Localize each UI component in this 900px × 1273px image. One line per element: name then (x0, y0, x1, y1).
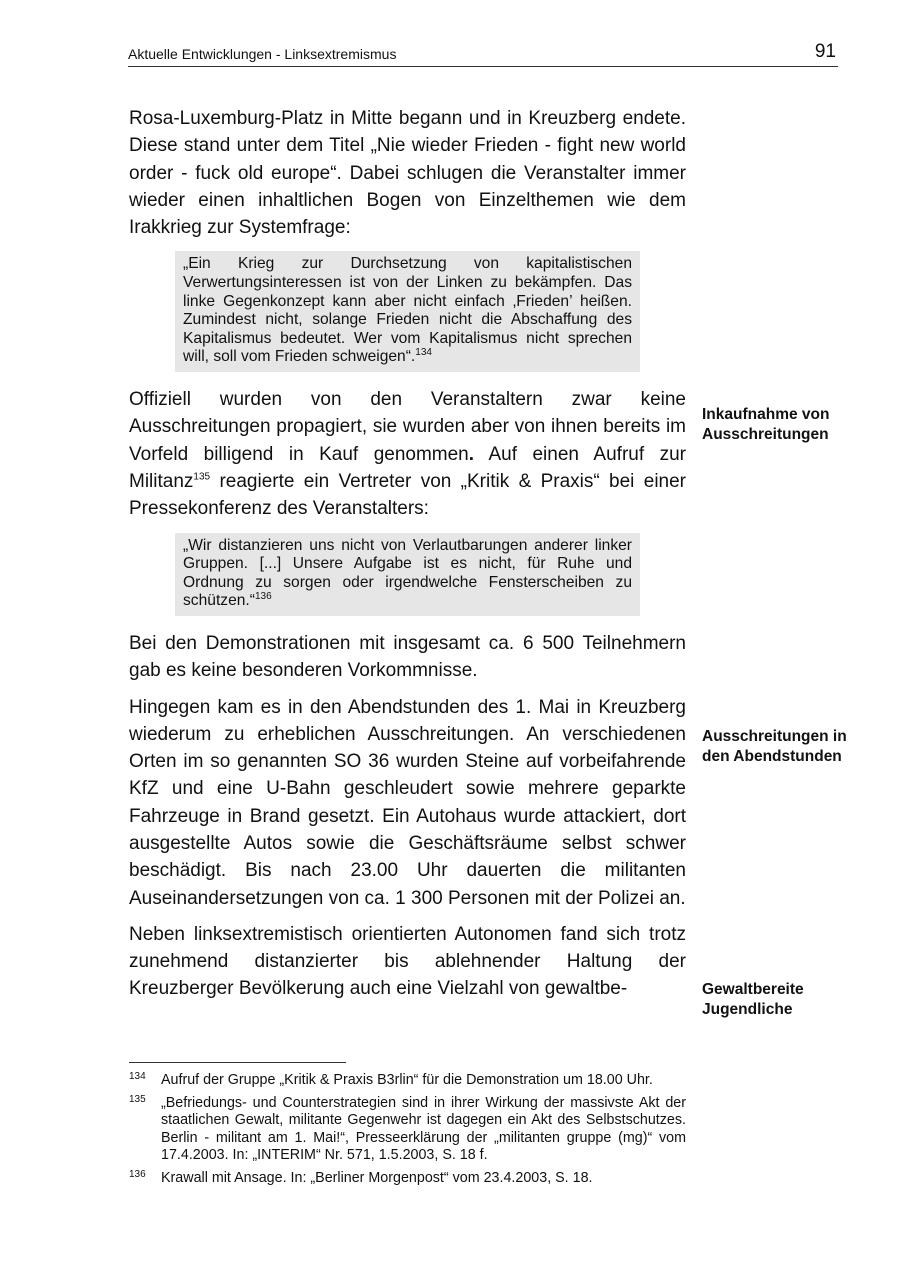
block-quote-2 (175, 533, 640, 616)
block-quote-1-text: „Ein Krieg zur Durchsetzung von kapitalistischen Verwertungsinteressen ist von der Linken zu bekämpfen. Das linke Gegenkonzept kann aber nicht einfach ‚Frieden’ heißen. Zumindest nicht, solange Frieden nicht die Abschaffung des Kapitalismus bedeutet. Wer vom Kapitalismus nicht sprechen will, soll vom Frieden schweigen“. (183, 255, 632, 366)
footnotes (129, 1072, 686, 1192)
footnote-136 (129, 1170, 686, 1188)
footnote-number: 135 (129, 1093, 146, 1105)
footnote-text: Aufruf der Gruppe „Kritik & Praxis B3rlin“ für die Demonstration um 18.00 Uhr. (161, 1072, 653, 1088)
footnote-ref-136[interactable]: 136 (254, 591, 272, 603)
paragraph-2-bold-period: . (468, 443, 475, 465)
footnote-ref-134[interactable]: 134 (415, 347, 432, 359)
page-number: 91 (814, 41, 836, 62)
paragraph-2-part-a: Offiziell wurden von den Veranstaltern zwar keine Ausschreitungen propagiert, sie wurden aber von ihnen bereits im Vorfeld billigend in Kauf genommen (129, 389, 686, 465)
paragraph-4: Hingegen kam es in den Abendstunden des 1. Mai in Kreuzberg wiederum zu erheblichen Ausschreitungen. An verschiedenen Orten im so genannten SO 36 wurden Steine auf vorbeifahrende KfZ und eine U-Bahn geschleudert sowie mehrere geparkte Fahrzeuge in Brand gesetzt. Ein Autohaus wurde attackiert, dort ausgestellte Autos sowie die Geschäftsräume selbst schwer beschädigt. Bis nach 23.00 Uhr dauerten die militanten Auseinandersetzungen von ca. 1 300 Personen mit der Polizei an. (129, 696, 686, 909)
running-header (128, 40, 838, 67)
margin-note-abendstunden: Ausschreitungen in den Abendstunden (702, 728, 847, 765)
footnote-separator (129, 1062, 346, 1063)
footnote-text: „Befriedungs- und Counterstrategien sind in ihrer Wirkung der massivste Akt der staatlichen Gewalt, militante Gegenwehr ist dagegen ein Akt des Selbstschutzes. Berlin - militant am 1. Mai!“, Presseerklärung der „militanten gruppe (mg)“ vom 17.4.2003. In: „INTERIM“ Nr. 571, 1.5.2003, S. 18 f. (161, 1094, 686, 1163)
paragraph-2-part-c: reagierte ein Vertreter von „Kritik & Praxis“ bei einer Pressekonferenz des Veranstalters: (129, 470, 686, 520)
paragraph-2 (129, 386, 686, 522)
margin-note-inkaufnahme: Inkaufnahme von Ausschreitungen (702, 406, 830, 443)
footnote-text: Krawall mit Ansage. In: „Berliner Morgenpost“ vom 23.4.2003, S. 18. (161, 1169, 593, 1186)
running-header-title: Aktuelle Entwicklungen - Linksextremismus (128, 46, 397, 62)
main-text (129, 105, 686, 1012)
block-quote-1 (175, 251, 640, 372)
footnote-number: 134 (129, 1071, 146, 1082)
footnote-number: 136 (129, 1168, 146, 1180)
paragraph-2-part-b: Auf einen Aufruf zur Militanz (129, 443, 686, 492)
paragraph-5: Neben linksextremistisch orientierten Autonomen fand sich trotz zunehmend distanzierter bis ablehnender Haltung der Kreuzberger Bevölkerung auch eine Vielzahl von gewaltbe- (129, 923, 686, 1000)
footnote-135 (129, 1095, 686, 1165)
paragraph-1: Rosa-Luxemburg-Platz in Mitte begann und in Kreuzberg endete. Diese stand unter dem Titel „Nie wieder Frieden - fight new world order - fuck old europe“. Dabei schlugen die Veranstalter immer wieder einen inhaltlichen Bogen von Einzelthemen wie dem Irakkrieg zur Systemfrage: (129, 108, 686, 239)
margin-note-jugendliche: Gewaltbereite Jugendliche (702, 981, 804, 1018)
footnote-134 (129, 1072, 686, 1090)
paragraph-3: Bei den Demonstrationen mit insgesamt ca. 6 500 Teilnehmern gab es keine besonderen Vorkommnisse. (129, 632, 686, 682)
block-quote-2-text: „Wir distanzieren uns nicht von Verlautbarungen anderer linker Gruppen. [...] Unsere Aufgabe ist es nicht, für Ruhe und Ordnung zu sorgen oder irgendwelche Fensterscheiben zu schützen.“ (183, 536, 632, 610)
footnote-ref-135[interactable]: 135 (193, 471, 211, 483)
